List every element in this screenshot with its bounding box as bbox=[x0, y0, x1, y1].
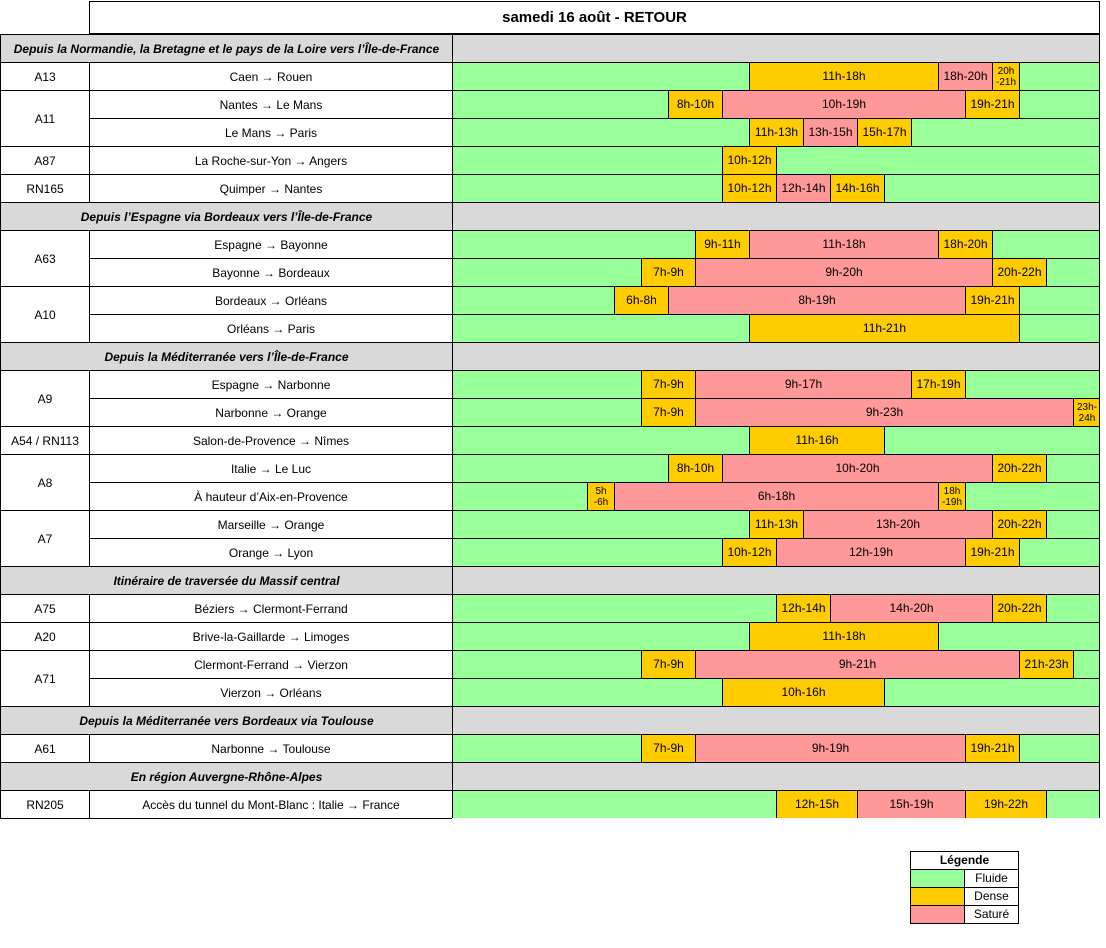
route-label: Espagne → Narbonne bbox=[89, 370, 452, 398]
legend-item-fluide bbox=[911, 870, 1018, 888]
legend-swatch-sature bbox=[911, 906, 965, 923]
segment-dense: 20h -21h bbox=[992, 63, 1020, 90]
segment-dense: 19h-21h bbox=[965, 539, 1020, 566]
route-label: Bayonne → Bordeaux bbox=[89, 258, 452, 286]
table-bottom-border bbox=[0, 818, 452, 819]
route-label: Italie → Le Luc bbox=[89, 454, 452, 482]
timeline-track bbox=[452, 146, 1100, 174]
segment-dense: 11h-18h bbox=[749, 623, 939, 650]
section-header: Depuis l’Espagne via Bordeaux vers l’Île-de-France bbox=[0, 202, 452, 230]
route-label: Brive-la-Gaillarde → Limoges bbox=[89, 622, 452, 650]
route-label: Salon-de-Provence → Nîmes bbox=[89, 426, 452, 454]
segment-dense: 18h -19h bbox=[938, 483, 966, 510]
segment-sature: 12h-14h bbox=[776, 175, 831, 202]
legend-label-fluide: Fluide bbox=[975, 871, 1008, 885]
route-label: Orléans → Paris bbox=[89, 314, 452, 342]
road-number: A20 bbox=[0, 622, 89, 650]
road-number: A8 bbox=[0, 454, 89, 510]
segment-sature: 13h-15h bbox=[803, 119, 858, 146]
legend-title: Légende bbox=[911, 852, 1018, 870]
segment-dense: 18h-20h bbox=[938, 231, 993, 258]
route-label: Nantes → Le Mans bbox=[89, 90, 452, 118]
timeline-track bbox=[452, 230, 1100, 258]
section-header: En région Auvergne-Rhône-Alpes bbox=[0, 762, 452, 790]
segment-sature: 11h-18h bbox=[749, 231, 939, 258]
road-number: A13 bbox=[0, 62, 89, 90]
segment-dense: 19h-21h bbox=[965, 91, 1020, 118]
segment-dense: 11h-18h bbox=[749, 63, 939, 90]
segment-dense: 7h-9h bbox=[641, 371, 696, 398]
road-number: A9 bbox=[0, 370, 89, 426]
segment-sature: 13h-20h bbox=[803, 511, 993, 538]
road-number: RN205 bbox=[0, 790, 89, 818]
section-header-fill bbox=[452, 566, 1100, 594]
segment-dense: 8h-10h bbox=[668, 91, 723, 118]
timeline-track bbox=[452, 594, 1100, 622]
segment-sature: 9h-17h bbox=[695, 371, 912, 398]
segment-sature: 18h-20h bbox=[938, 63, 993, 90]
segment-dense: 11h-13h bbox=[749, 119, 804, 146]
segment-dense: 20h-22h bbox=[992, 595, 1047, 622]
timeline-track bbox=[452, 174, 1100, 202]
section-header: Depuis la Normandie, la Bretagne et le pays de la Loire vers l’Île-de-France bbox=[0, 34, 452, 62]
route-label: Clermont-Ferrand → Vierzon bbox=[89, 650, 452, 678]
timeline-track bbox=[452, 426, 1100, 454]
timeline-track bbox=[452, 314, 1100, 342]
segment-dense: 19h-21h bbox=[965, 287, 1020, 314]
road-number: A63 bbox=[0, 230, 89, 286]
road-number: A75 bbox=[0, 594, 89, 622]
legend-item-dense bbox=[911, 888, 1018, 906]
segment-dense: 9h-11h bbox=[695, 231, 750, 258]
road-number: A7 bbox=[0, 510, 89, 566]
segment-dense: 23h- 24h bbox=[1073, 399, 1100, 426]
segment-dense: 8h-10h bbox=[668, 455, 723, 482]
segment-dense: 14h-16h bbox=[830, 175, 885, 202]
segment-dense: 11h-21h bbox=[749, 315, 1020, 342]
segment-dense: 7h-9h bbox=[641, 651, 696, 678]
timeline-track bbox=[452, 118, 1100, 146]
timeline-track bbox=[452, 90, 1100, 118]
timeline-track bbox=[452, 622, 1100, 650]
segment-dense: 7h-9h bbox=[641, 259, 696, 286]
route-label: Narbonne → Orange bbox=[89, 398, 452, 426]
segment-dense: 12h-15h bbox=[776, 791, 858, 818]
timeline-track bbox=[452, 454, 1100, 482]
legend-label-dense: Dense bbox=[974, 889, 1009, 903]
legend-swatch-fluide bbox=[911, 870, 965, 887]
timeline-track bbox=[452, 258, 1100, 286]
timeline-track bbox=[452, 62, 1100, 90]
segment-dense: 19h-22h bbox=[965, 791, 1047, 818]
timeline-track bbox=[452, 398, 1100, 426]
segment-dense: 10h-12h bbox=[722, 539, 777, 566]
road-number: A11 bbox=[0, 90, 89, 146]
road-number: A87 bbox=[0, 146, 89, 174]
timeline-track bbox=[452, 678, 1100, 706]
segment-sature: 12h-19h bbox=[776, 539, 966, 566]
segment-dense: 20h-22h bbox=[992, 455, 1047, 482]
section-header: Depuis la Méditerranée vers l’Île-de-France bbox=[0, 342, 452, 370]
timeline-track bbox=[452, 482, 1100, 510]
legend bbox=[910, 851, 1019, 924]
segment-dense: 15h-17h bbox=[857, 119, 912, 146]
timeline-track bbox=[452, 510, 1100, 538]
road-number: A10 bbox=[0, 286, 89, 342]
segment-dense: 11h-16h bbox=[749, 427, 885, 454]
timeline-track bbox=[452, 370, 1100, 398]
segment-dense: 10h-16h bbox=[722, 679, 885, 706]
segment-dense: 11h-13h bbox=[749, 511, 804, 538]
route-label: Narbonne → Toulouse bbox=[89, 734, 452, 762]
segment-sature: 9h-20h bbox=[695, 259, 993, 286]
route-label: Caen → Rouen bbox=[89, 62, 452, 90]
route-label: Quimper → Nantes bbox=[89, 174, 452, 202]
route-label: Bordeaux → Orléans bbox=[89, 286, 452, 314]
route-label: Espagne → Bayonne bbox=[89, 230, 452, 258]
segment-dense: 10h-12h bbox=[722, 147, 777, 174]
road-number: RN165 bbox=[0, 174, 89, 202]
segment-dense: 20h-22h bbox=[992, 259, 1047, 286]
route-label: Orange → Lyon bbox=[89, 538, 452, 566]
timeline-track bbox=[452, 790, 1100, 818]
segment-dense: 21h-23h bbox=[1019, 651, 1074, 678]
route-label: Vierzon → Orléans bbox=[89, 678, 452, 706]
segment-dense: 17h-19h bbox=[911, 371, 966, 398]
segment-dense: 12h-14h bbox=[776, 595, 831, 622]
legend-label-sature: Saturé bbox=[973, 907, 1010, 921]
legend-swatch-dense bbox=[911, 888, 965, 905]
segment-dense: 10h-12h bbox=[722, 175, 777, 202]
segment-sature: 14h-20h bbox=[830, 595, 993, 622]
segment-sature: 6h-18h bbox=[614, 483, 939, 510]
segment-sature: 9h-19h bbox=[695, 735, 966, 762]
timeline-track bbox=[452, 650, 1100, 678]
timeline-track bbox=[452, 538, 1100, 566]
route-label: À hauteur d’Aix-en-Provence bbox=[89, 482, 452, 510]
segment-sature: 8h-19h bbox=[668, 287, 966, 314]
segment-sature: 10h-20h bbox=[722, 455, 993, 482]
road-number: A54 / RN113 bbox=[0, 426, 89, 454]
section-header: Itinéraire de traversée du Massif central bbox=[0, 566, 452, 594]
segment-sature: 15h-19h bbox=[857, 791, 966, 818]
road-number: A61 bbox=[0, 734, 89, 762]
page-title: samedi 16 août - RETOUR bbox=[89, 1, 1100, 34]
section-header-fill bbox=[452, 762, 1100, 790]
section-header-fill bbox=[452, 342, 1100, 370]
road-number: A71 bbox=[0, 650, 89, 706]
legend-item-sature bbox=[911, 906, 1018, 923]
section-header-fill bbox=[452, 202, 1100, 230]
route-label: Béziers → Clermont-Ferrand bbox=[89, 594, 452, 622]
timeline-track bbox=[452, 286, 1100, 314]
segment-sature: 9h-23h bbox=[695, 399, 1074, 426]
route-label: Le Mans → Paris bbox=[89, 118, 452, 146]
segment-dense: 6h-8h bbox=[614, 287, 669, 314]
route-label: Marseille → Orange bbox=[89, 510, 452, 538]
section-header-fill bbox=[452, 706, 1100, 734]
section-header: Depuis la Méditerranée vers Bordeaux via Toulouse bbox=[0, 706, 452, 734]
segment-sature: 9h-21h bbox=[695, 651, 1020, 678]
section-header-fill bbox=[452, 34, 1100, 62]
route-label: La Roche-sur-Yon → Angers bbox=[89, 146, 452, 174]
route-label: Accès du tunnel du Mont-Blanc : Italie → France bbox=[89, 790, 452, 818]
segment-dense: 7h-9h bbox=[641, 399, 696, 426]
segment-dense: 19h-21h bbox=[965, 735, 1020, 762]
segment-dense: 20h-22h bbox=[992, 511, 1047, 538]
segment-dense: 7h-9h bbox=[641, 735, 696, 762]
timeline-track bbox=[452, 734, 1100, 762]
segment-sature: 10h-19h bbox=[722, 91, 966, 118]
segment-dense: 5h -6h bbox=[587, 483, 615, 510]
